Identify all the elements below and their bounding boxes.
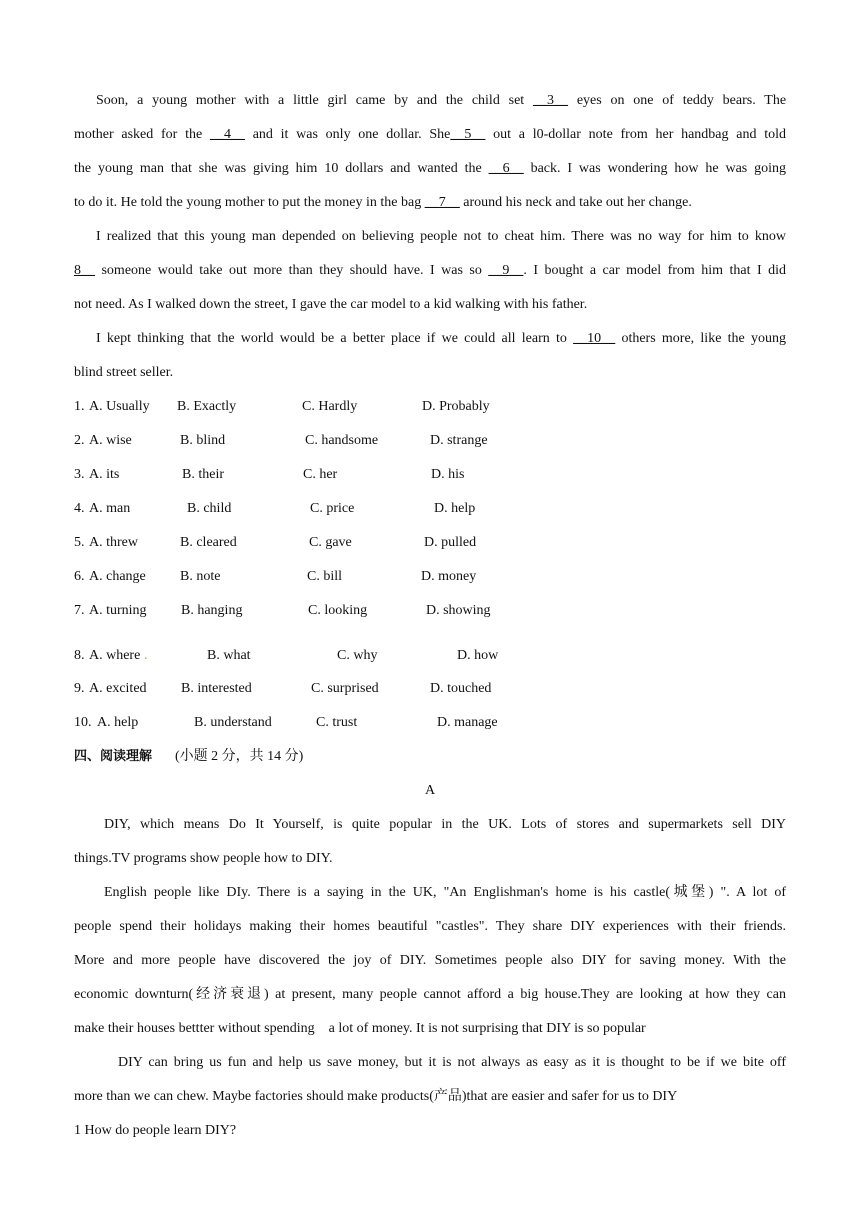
question-number: 10. [74,715,92,730]
reading-line: more than we can chew. Maybe factories should make products(产品)that are easier and safer for us to DIY [74,1089,678,1104]
question-row [74,526,786,560]
option-c: C. looking [308,603,368,618]
option-a: A. its [89,467,120,482]
blank-4: __4__ [209,127,245,142]
option-c: C. Hardly [302,399,358,414]
option-a: A. threw [89,535,138,550]
option-b: B. cleared [180,535,237,550]
option-a: A. turning [89,603,147,618]
section-score: (小题 2 分，共 14 分) [175,749,304,764]
option-c: C. handsome [305,433,379,448]
passage-line [74,152,786,186]
option-a: A. help [97,715,139,730]
question-number: 5. [74,535,85,550]
passage-text: I kept thinking that the world would be a better place if we could all learn to [96,331,567,346]
option-a: A. excited [89,681,147,696]
passage-text: . I bought a car model from him that I did [523,263,787,278]
stray-mark: . [144,648,148,663]
reading-question: 1 How do people learn DIY? [74,1123,237,1138]
option-b: B. hanging [181,603,243,618]
option-b: B. child [187,501,232,516]
reading-line: DIY can bring us fun and help us save money, but it is not always as easy as it is thought to be if we bite off [118,1055,786,1070]
option-c: C. why [337,648,378,663]
question-row [74,560,786,594]
passage-text: someone would take out more than they should have. I was so [101,263,482,278]
blank-3: __3__ [533,93,568,108]
option-d: D. touched [430,681,492,696]
question-number: 1. [74,399,85,414]
blank-8: 8__ [74,263,95,278]
reading-line: More and more people have discovered the joy of DIY. Sometimes people also DIY for saving money. With the [74,953,786,968]
option-b: B. Exactly [177,399,237,414]
reading-line: English people like DIy. There is a saying in the UK, "An Englishman's home is his castle(城堡) ". A lot of [104,885,786,900]
question-number: 7. [74,603,85,618]
option-c: C. trust [316,715,358,730]
option-b: B. note [180,569,221,584]
passage-line [74,84,786,118]
question-row [74,594,786,628]
blank-10: __10__ [573,331,616,346]
question-row [74,672,786,706]
question-row [74,390,786,424]
question-number: 8. [74,648,85,663]
blank-7: __7__ [424,195,460,210]
passage-text: the young man that she was giving him 10 dollars and wanted the [74,161,482,176]
reading-line: things.TV programs show people how to DIY. [74,851,333,866]
question-row [74,424,786,458]
option-c: C. surprised [311,681,379,696]
option-b: B. what [207,648,251,663]
question-number: 3. [74,467,85,482]
section-title: 四、阅读理解 [74,749,153,764]
spacer [74,628,786,640]
passage-text: to do it. He told the young mother to put the money in the bag [74,195,422,210]
question-row [74,640,786,672]
passage-line: I realized that this young man depended on believing people not to cheat him. There was no way for him to know [96,229,786,244]
option-c: C. gave [309,535,352,550]
document-page [74,84,786,1148]
passage-line [74,254,786,288]
option-b: B. blind [180,433,226,448]
option-d: D. strange [430,433,488,448]
passage-text: eyes on one of teddy bears. The [576,93,787,108]
question-number: 4. [74,501,85,516]
passage-line [74,322,786,356]
option-d: D. his [431,467,465,482]
option-d: D. how [457,648,499,663]
passage-text: out a l0-dollar note from her handbag and told [493,127,786,142]
option-d: D. Probably [422,399,490,414]
passage-label: A [424,783,436,798]
passage-text: around his neck and take out her change. [463,195,692,210]
question-number: 2. [74,433,85,448]
question-row [74,492,786,526]
option-b: B. their [182,467,224,482]
option-c: C. her [303,467,338,482]
question-number: 6. [74,569,85,584]
option-d: D. manage [437,715,498,730]
passage-line [74,186,786,220]
passage-text: others more, like the young [621,331,787,346]
option-d: D. help [434,501,476,516]
passage-text: and it was only one dollar. She [252,127,451,142]
passage-line: blind street seller. [74,365,174,380]
passage-text: back. I was wondering how he was going [530,161,787,176]
question-row [74,706,786,740]
passage-line: not need. As I walked down the street, I gave the car model to a kid walking with his father. [74,297,588,312]
option-a: A. change [89,569,146,584]
option-b: B. interested [181,681,252,696]
option-a: A. man [89,501,131,516]
question-row [74,458,786,492]
option-d: D. pulled [424,535,477,550]
question-number: 9. [74,681,85,696]
option-b: B. understand [194,715,272,730]
blank-5: __5__ [450,127,486,142]
option-c: C. bill [307,569,343,584]
option-c: C. price [310,501,355,516]
section-heading [74,740,786,774]
passage-line [74,118,786,152]
option-d: D. money [421,569,477,584]
blank-9: __9__ [488,263,524,278]
blank-6: __6__ [488,161,524,176]
reading-line: people spend their holidays making their homes beautiful "castles". They share DIY experiences with their friends. [74,919,786,934]
passage-text: mother asked for the [74,127,203,142]
reading-line: make their houses bettter without spending a lot of money. It is not surprising that DIY is so popular [74,1021,646,1036]
option-a: A. where [89,648,141,663]
reading-line: DIY, which means Do It Yourself, is quite popular in the UK. Lots of stores and supermarkets sell DIY [104,817,786,832]
passage-text: Soon, a young mother with a little girl came by and the child set [96,93,525,108]
option-a: A. Usually [89,399,150,414]
reading-line: economic downturn(经济衰退) at present, many people cannot afford a big house.They are looking at how they can [74,987,786,1002]
option-d: D. showing [426,603,491,618]
option-a: A. wise [89,433,132,448]
